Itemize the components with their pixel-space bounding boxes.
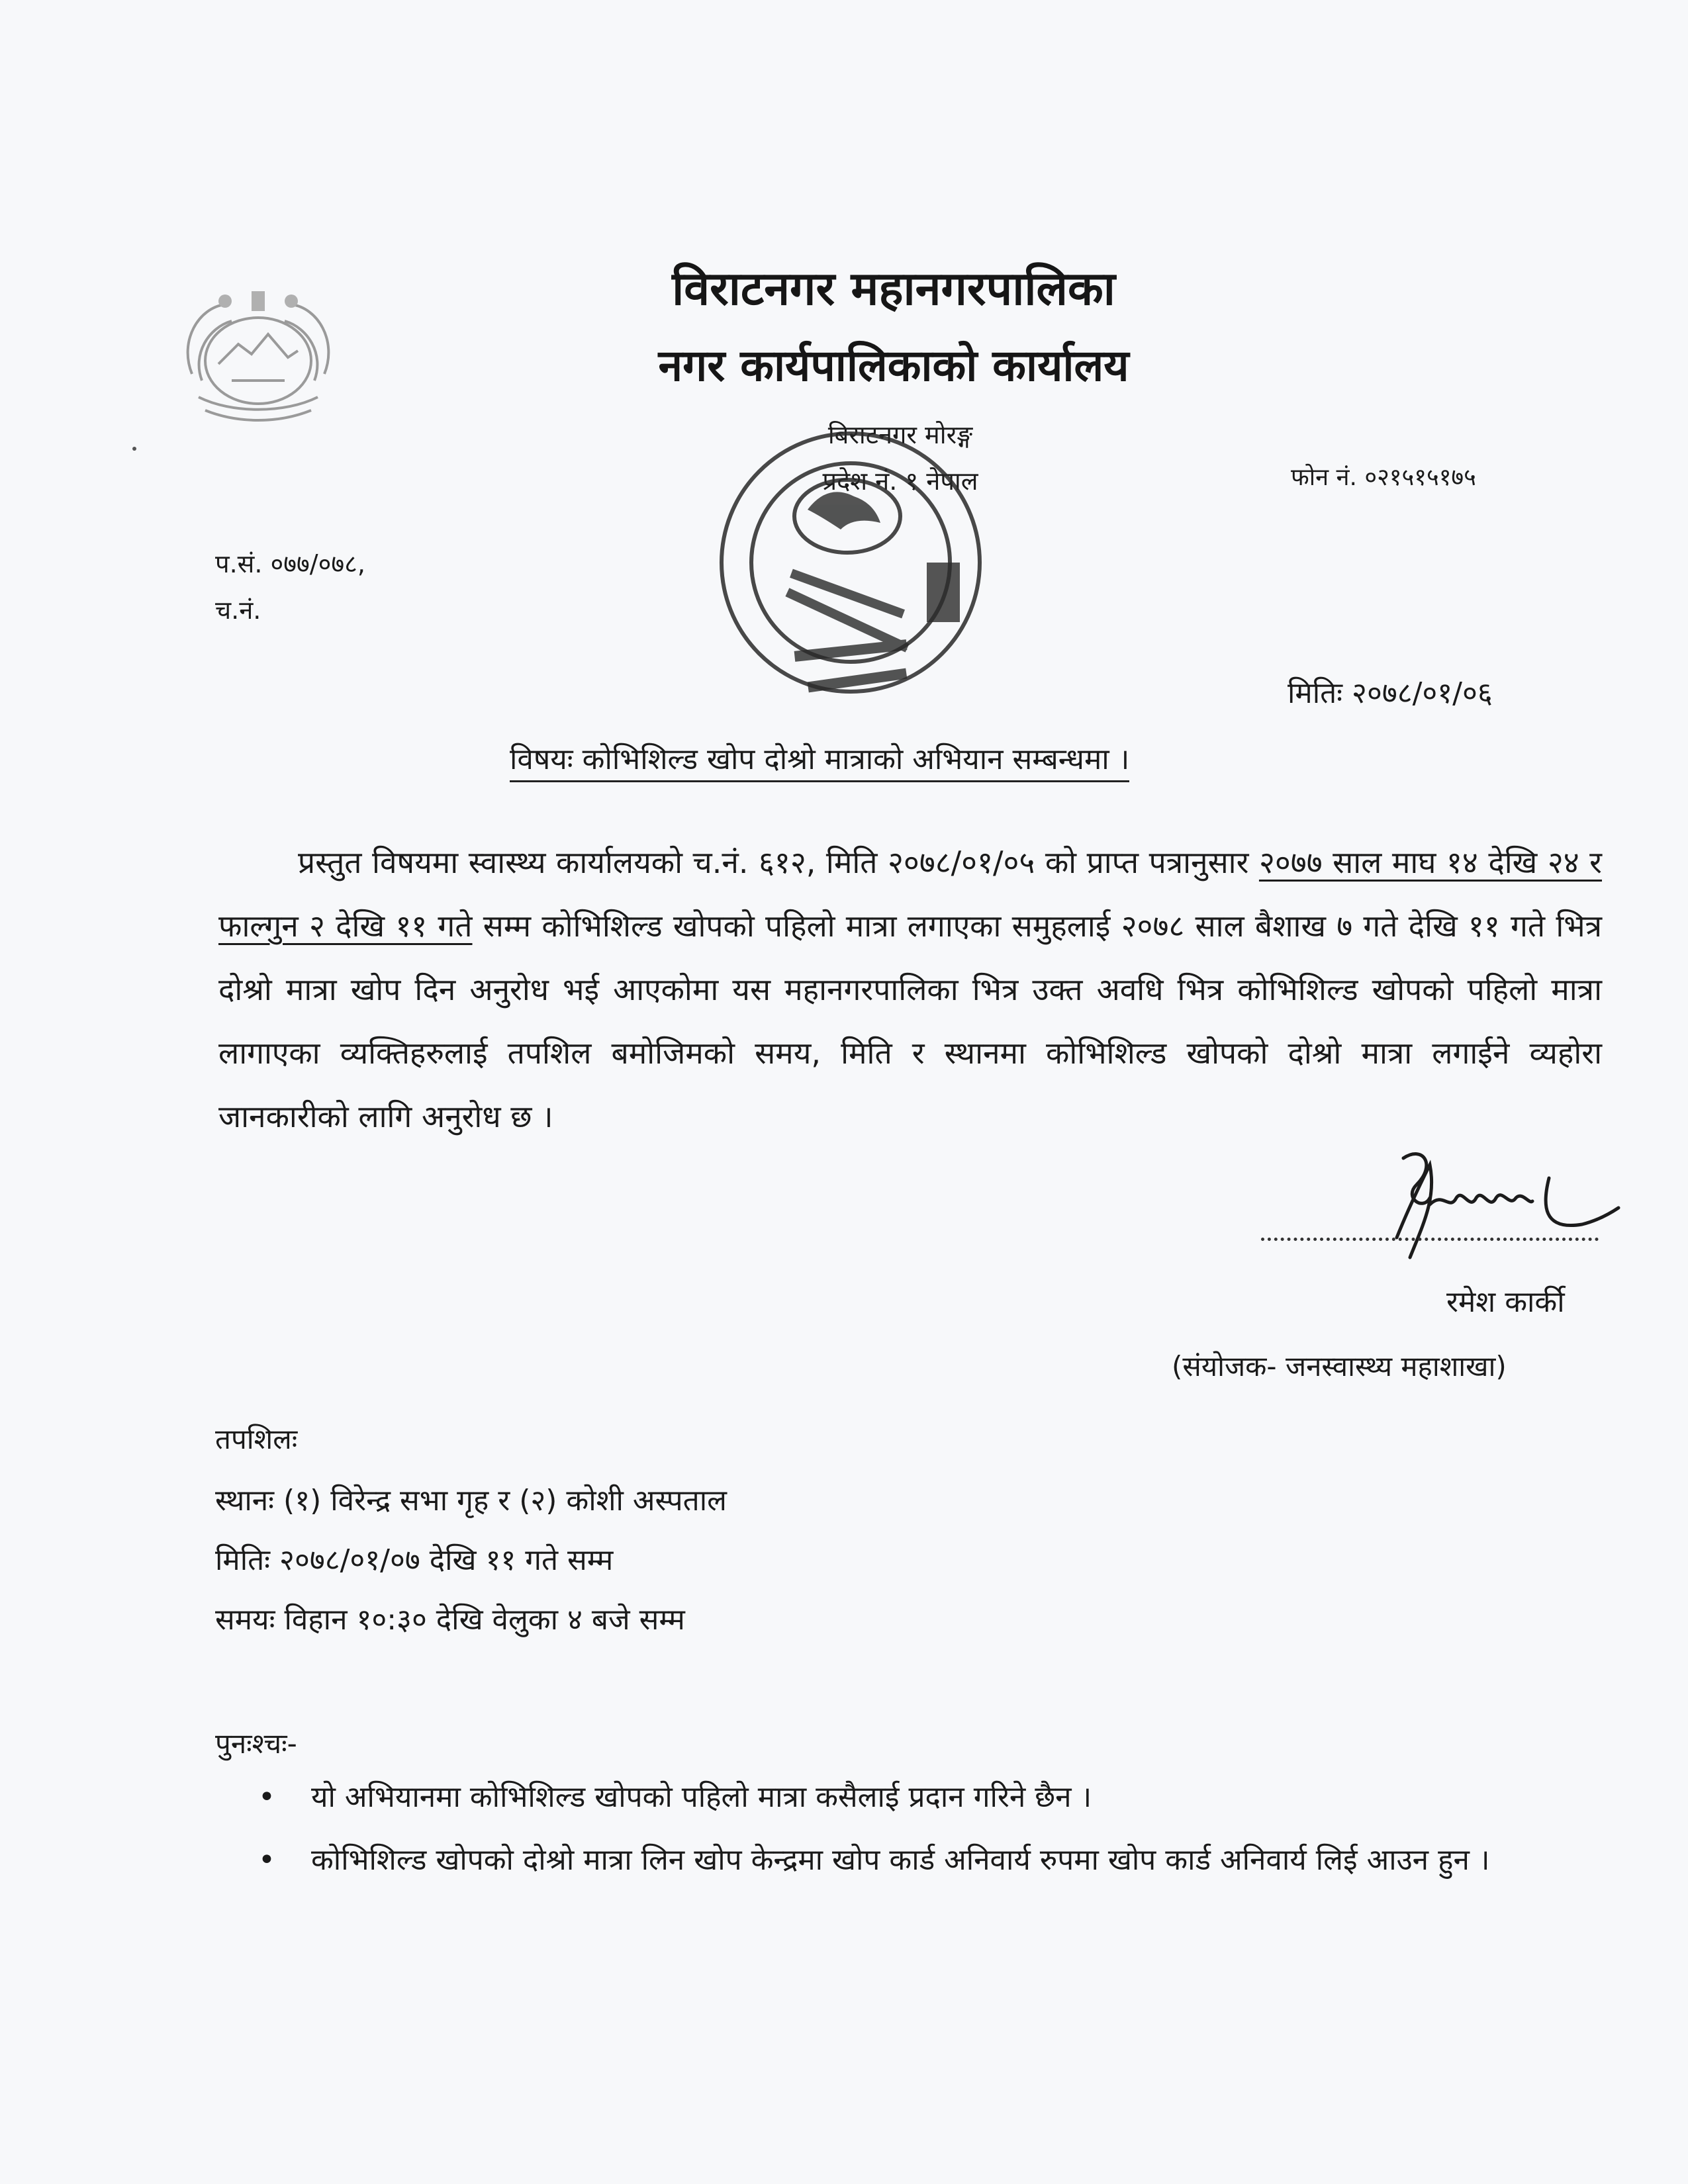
letter-body — [218, 831, 1602, 1148]
postscript-item-2: कोभिशिल्ड खोपको दोश्रो मात्रा लिन खोप केन्द्रमा खोप कार्ड अनिवार्य रुपमा खोप कार्ड अनिवार्य लिई आउन हुन । — [311, 1843, 1490, 1877]
reference-number: प.सं. ०७७/०७८, — [215, 549, 365, 578]
details-heading: तपशिलः — [215, 1423, 298, 1455]
office-seal-stamp — [708, 417, 993, 708]
signer-name: रमेश कार्की — [1446, 1285, 1565, 1319]
postscript-item-1: यो अभियानमा कोभिशिल्ड खोपको पहिलो मात्रा कसैलाई प्रदान गरिने छैन । — [311, 1780, 1092, 1814]
office-address-line2: प्रदेश नं. १ नेपाल — [822, 467, 978, 496]
office-address-line1: बिराटनगर मोरङ्ग — [827, 420, 973, 449]
details-date: मितिः २०७८/०१/०७ देखि ११ गते सम्म — [215, 1543, 614, 1577]
dispatch-number: च.नं. — [215, 596, 261, 625]
details-place: स्थानः (१) विरेन्द्र सभा गृह र (२) कोशी अस्पताल — [215, 1484, 727, 1518]
body-text-rest: सम्म कोभिशिल्ड खोपको पहिलो मात्रा लगाएका समुहलाई २०७८ साल बैशाख ७ गते देखि ११ गते भित्र दोश्रो मात्रा खोप दिन अनुरोध भई आएकोमा यस महानगरपालिका भित्र उक्त अवधि भित्र कोभिशिल्ड खोपको पहिलो मात्रा लागाएका व्यक्तिहरुलाई तपशिल बमोजिमको समय, मिति र स्थानमा कोभिशिल्ड खोपको दोश्रो मात्रा लगाईने व्यहोरा जानकारीको लागि अनुरोध छ । — [218, 908, 1602, 1134]
signature-line — [1261, 1231, 1599, 1241]
handwritten-signature — [1383, 1138, 1622, 1284]
office-name-line2: नगर कार्यपालिकाको कार्यालय — [658, 340, 1129, 391]
bullet-icon: • — [258, 1843, 275, 1877]
bullet-icon: • — [258, 1780, 275, 1814]
letter-subject: विषयः कोभिशिल्ड खोप दोश्रो मात्राको अभियान सम्बन्धमा । — [510, 738, 1129, 782]
government-emblem — [172, 281, 344, 433]
details-time: समयः विहान १०:३० देखि वेलुका ४ बजे सम्म — [215, 1603, 685, 1637]
signer-role: (संयोजक- जनस्वास्थ्य महाशाखा) — [1172, 1350, 1507, 1383]
body-underlined-dates: २०७७ साल माघ १४ देखि २४ र फाल्गुन २ देखि ११ गते — [218, 844, 1603, 944]
phone-number: फोन नं. ०२१५१५१७५ — [1291, 464, 1476, 491]
letter-date: मितिः २०७८/०१/०६ — [1288, 676, 1493, 710]
paper-speck — [132, 447, 136, 451]
postscript-heading: पुनःश्चः- — [215, 1727, 297, 1760]
office-name-line1: विराटनगर महानगरपालिका — [672, 261, 1115, 316]
body-text-start: प्रस्तुत विषयमा स्वास्थ्य कार्यालयको च.नं. ६१२, मिति २०७८/०१/०५ को प्राप्त पत्रानुसार — [298, 844, 1259, 880]
